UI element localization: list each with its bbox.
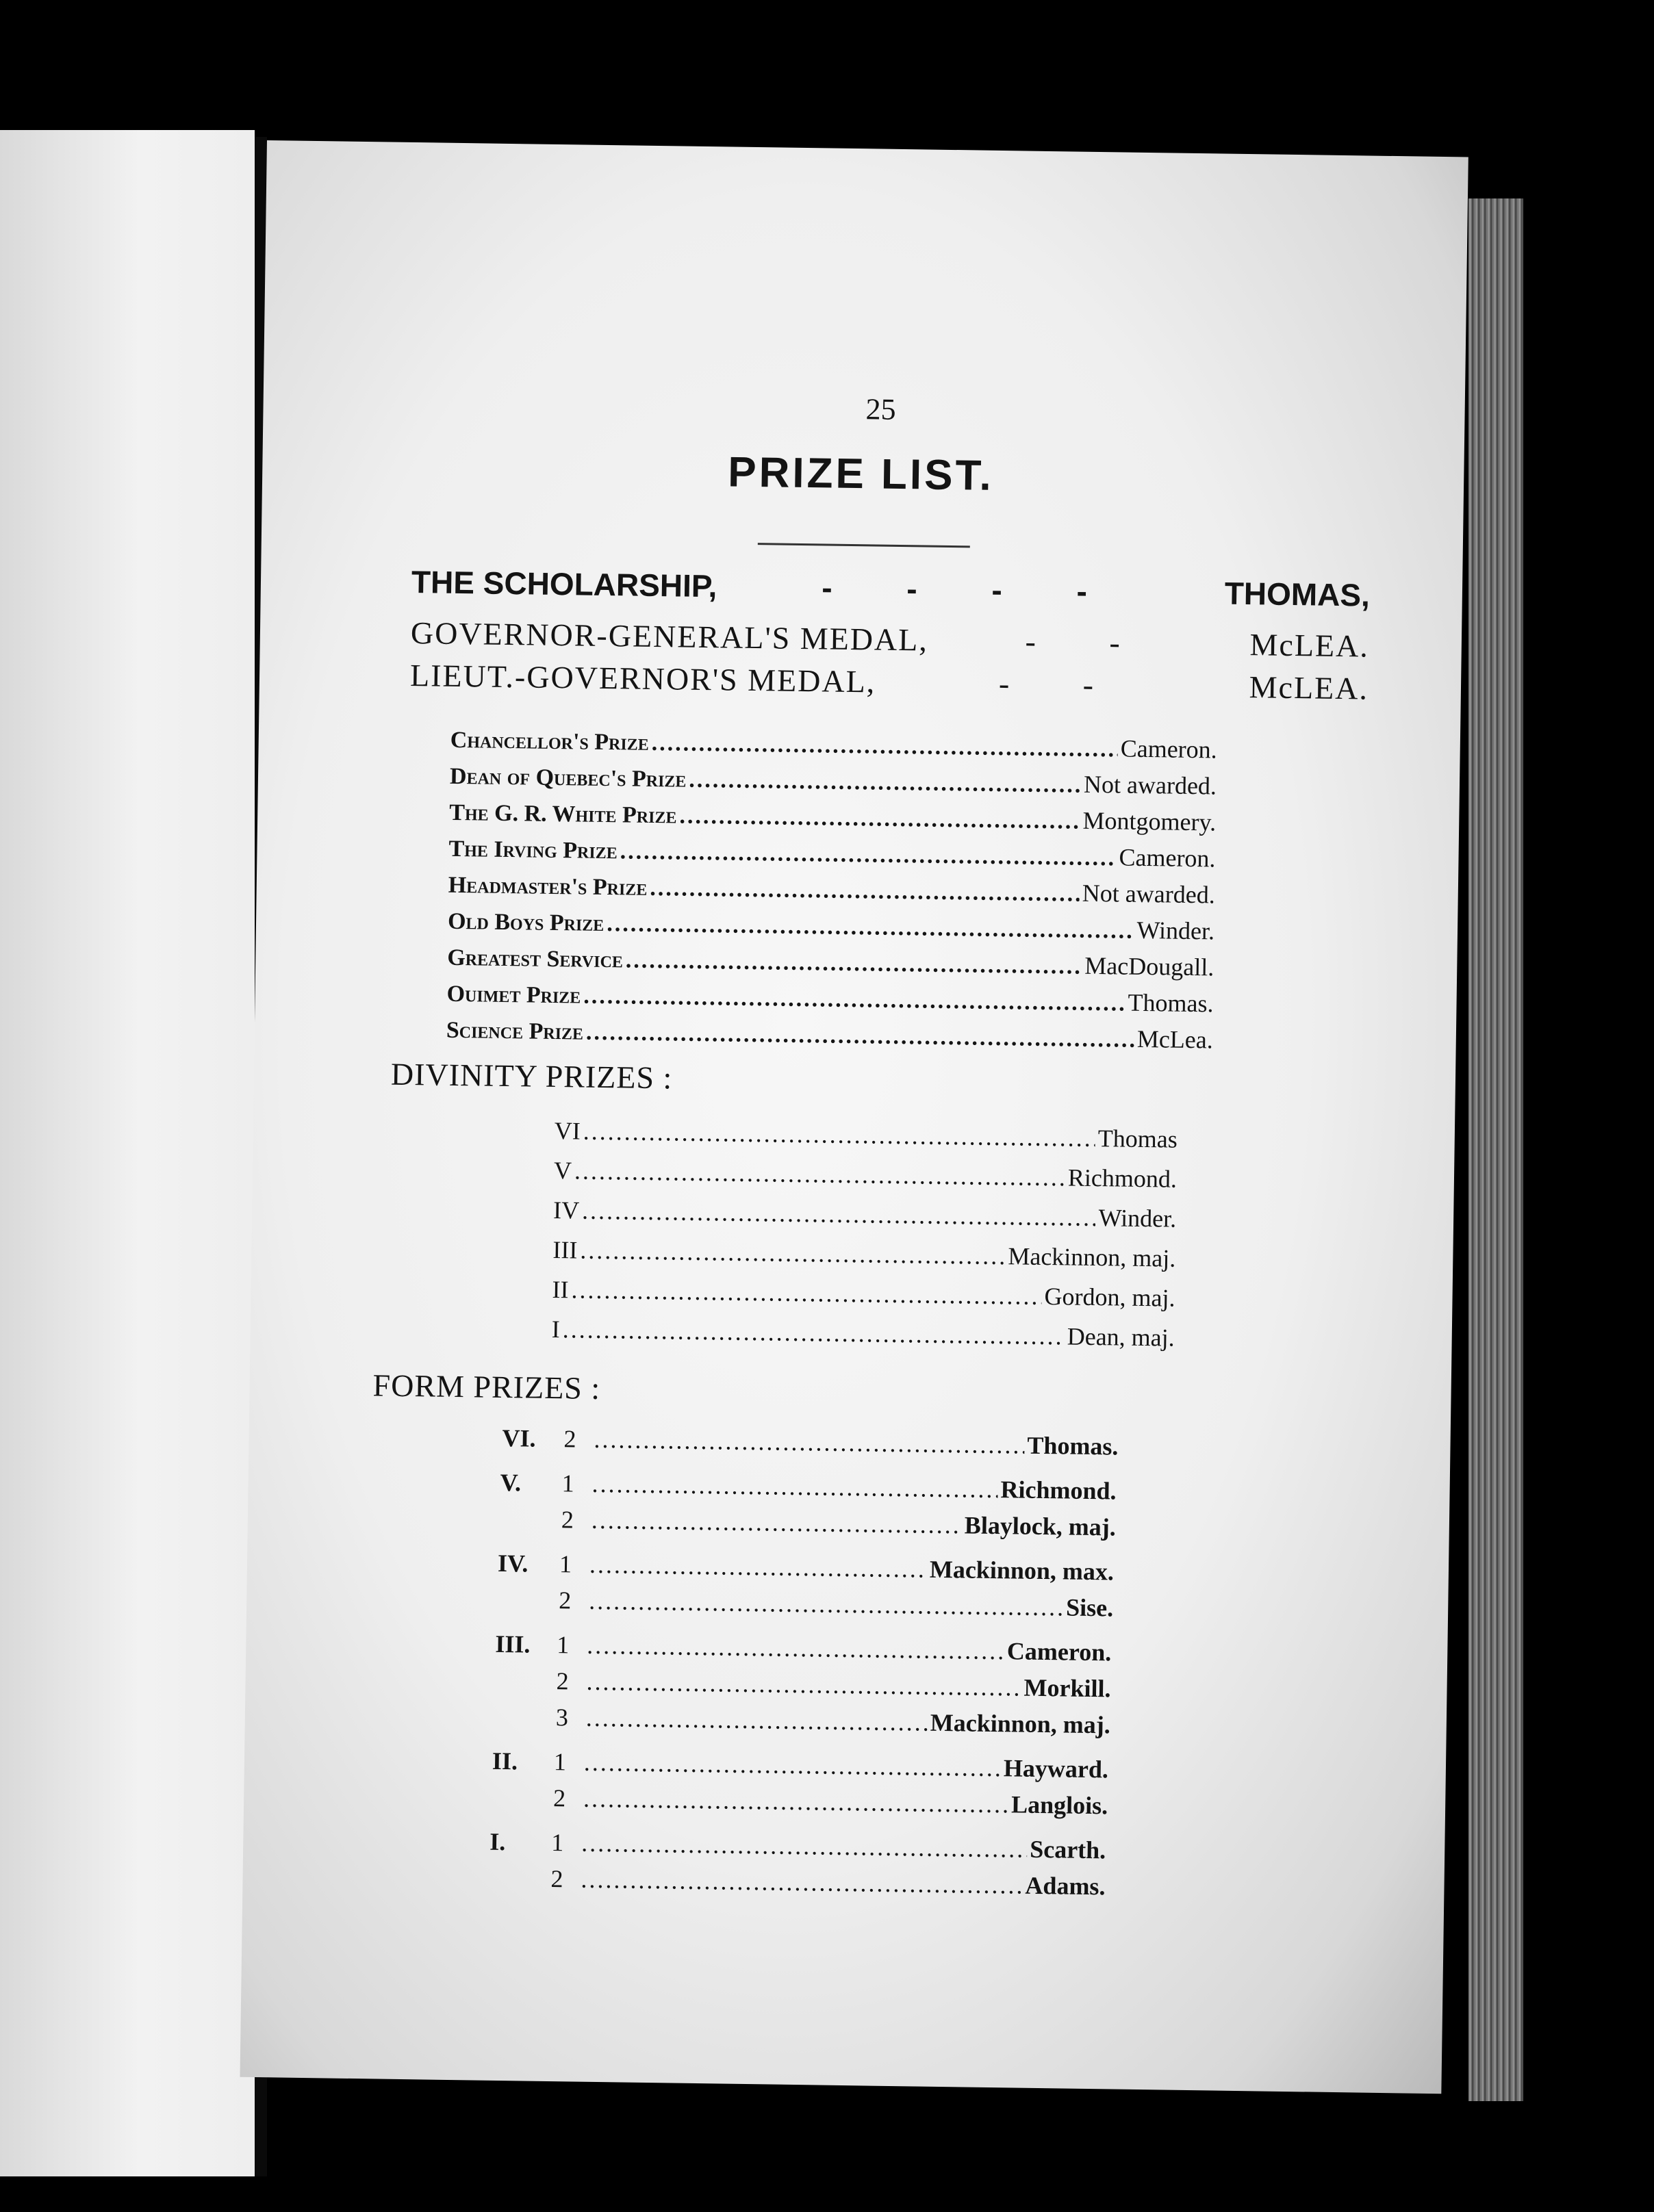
form-prize-row	[500, 1468, 1116, 1506]
form-rank: 1	[551, 1829, 564, 1857]
dot-leader	[626, 947, 1082, 979]
prize-row	[450, 725, 1217, 764]
dot-leader	[587, 1631, 1004, 1666]
dot-leader	[589, 1550, 927, 1584]
dot-leader	[581, 1865, 1022, 1900]
form-label: V.	[500, 1468, 522, 1497]
divinity-row	[553, 1196, 1176, 1233]
divinity-form: IV	[552, 1196, 580, 1224]
form-label: I.	[489, 1827, 506, 1856]
divinity-form: VI	[554, 1117, 581, 1145]
dot-leader	[679, 803, 1080, 835]
medal-dashes: - -	[998, 666, 1127, 703]
form-prize-row	[502, 1424, 1118, 1461]
divinity-form: II	[552, 1275, 569, 1304]
divinity-row	[552, 1235, 1175, 1273]
document-page	[240, 140, 1468, 2094]
form-winner: Cameron.	[1006, 1637, 1112, 1667]
dot-leader	[650, 875, 1080, 908]
prize-winner: Thomas.	[1128, 988, 1214, 1018]
form-prize-row	[494, 1666, 1110, 1703]
form-prize-row	[489, 1864, 1105, 1901]
dot-leader	[591, 1506, 963, 1540]
divinity-winner: Thomas	[1097, 1124, 1178, 1153]
form-label: IV.	[497, 1549, 529, 1578]
divinity-winner: Dean, maj.	[1067, 1322, 1175, 1352]
dot-leader	[607, 911, 1134, 944]
prize-row	[446, 1015, 1213, 1055]
form-winner: Hayward.	[1003, 1754, 1109, 1784]
medal-dashes: - -	[1025, 623, 1154, 661]
dot-leader	[689, 767, 1081, 799]
form-winner: Adams.	[1025, 1871, 1106, 1901]
medal-label: GOVERNOR-GENERAL'S MEDAL,	[410, 615, 929, 658]
form-rank: 2	[550, 1865, 563, 1893]
scholarship-label: THE SCHOLARSHIP,	[411, 564, 717, 604]
form-prize-row	[492, 1783, 1108, 1821]
dot-leader	[571, 1275, 1042, 1311]
dot-leader	[583, 983, 1125, 1017]
form-label	[489, 1886, 550, 1887]
prize-winner: McLea.	[1136, 1025, 1214, 1054]
dot-leader	[583, 1117, 1096, 1153]
divinity-form: I	[551, 1315, 561, 1343]
prize-row	[449, 797, 1216, 837]
form-prize-row	[497, 1585, 1113, 1623]
dot-leader	[586, 1667, 1021, 1702]
divinity-row	[554, 1156, 1177, 1194]
form-label: VI.	[502, 1424, 536, 1452]
prize-row	[450, 761, 1217, 801]
divinity-row	[551, 1315, 1174, 1352]
form-winner: Sise.	[1065, 1593, 1114, 1622]
dot-leader	[586, 1703, 928, 1737]
form-prize-row	[500, 1504, 1116, 1542]
form-winner: Scarth.	[1029, 1835, 1106, 1864]
dot-leader	[582, 1196, 1096, 1232]
dot-leader	[591, 1469, 997, 1504]
form-label	[500, 1527, 561, 1528]
form-rank: 1	[553, 1748, 567, 1776]
page-title: PRIZE LIST.	[727, 448, 995, 500]
medal-label: LIEUT.-GOVERNOR'S MEDAL,	[409, 657, 876, 699]
dot-leader	[580, 1236, 1006, 1271]
dot-leader	[620, 838, 1116, 871]
facing-page	[0, 130, 255, 2176]
scholarship-row	[411, 563, 1371, 618]
prize-name: The Irving Prize	[448, 836, 618, 864]
prize-name: Dean of Quebec's Prize	[449, 763, 687, 793]
form-winner: Mackinnon, max.	[929, 1555, 1115, 1586]
divinity-form: V	[553, 1156, 572, 1185]
dot-leader	[651, 730, 1117, 763]
divinity-winner: Mackinnon, maj.	[1008, 1242, 1176, 1272]
form-winner: Mackinnon, maj.	[930, 1708, 1111, 1739]
form-prize-row	[498, 1549, 1114, 1586]
form-label	[494, 1688, 556, 1689]
prize-name: Chancellor's Prize	[450, 727, 650, 756]
prize-name: Headmaster's Prize	[448, 872, 648, 901]
medal-winner: McLEA.	[1249, 669, 1369, 706]
prize-row	[448, 870, 1215, 910]
form-rank: 1	[557, 1631, 570, 1659]
prize-row	[446, 979, 1213, 1018]
divinity-form: III	[552, 1235, 578, 1264]
divinity-winner: Gordon, maj.	[1044, 1283, 1175, 1312]
prize-name: Science Prize	[446, 1017, 584, 1045]
prize-winner: MacDougall.	[1084, 951, 1214, 981]
dot-leader	[584, 1748, 1002, 1782]
scholarship-dashes: - - - -	[821, 569, 1121, 610]
divinity-winner: Winder.	[1098, 1204, 1177, 1233]
form-rank: 3	[555, 1703, 569, 1732]
prize-name: Greatest Service	[447, 944, 624, 973]
divinity-row	[552, 1275, 1175, 1313]
form-winner: Blaylock, maj.	[964, 1511, 1117, 1541]
form-rank: 1	[561, 1469, 574, 1497]
prize-winner: Montgomery.	[1082, 806, 1217, 836]
form-winner: Langlois.	[1010, 1790, 1108, 1820]
form-rank: 2	[556, 1667, 569, 1695]
form-rank: 2	[561, 1506, 574, 1534]
form-winner: Richmond.	[1000, 1476, 1117, 1505]
form-label	[492, 1805, 553, 1806]
scholarship-winner: THOMAS,	[1224, 575, 1371, 613]
divinity-heading: DIVINITY PRIZES :	[390, 1056, 673, 1096]
form-prize-row	[489, 1827, 1106, 1865]
form-rank: 2	[558, 1586, 572, 1615]
divinity-winner: Richmond.	[1067, 1163, 1178, 1193]
title-divider	[758, 543, 970, 548]
dot-leader	[586, 1020, 1134, 1053]
divinity-row	[555, 1116, 1178, 1154]
page-edges	[1468, 198, 1523, 2101]
prize-winner: Cameron.	[1119, 843, 1216, 873]
form-winner: Thomas.	[1027, 1431, 1119, 1461]
prize-row	[448, 834, 1215, 873]
page-number: 25	[865, 392, 896, 426]
prize-winner: Not awarded.	[1082, 879, 1216, 909]
prize-row	[448, 906, 1214, 946]
dot-leader	[574, 1156, 1066, 1192]
prize-winner: Cameron.	[1120, 734, 1217, 764]
dot-leader	[562, 1315, 1065, 1350]
prize-name: Old Boys Prize	[447, 908, 605, 936]
dot-leader	[589, 1586, 1064, 1622]
dot-leader	[581, 1829, 1028, 1864]
dot-leader	[594, 1425, 1024, 1460]
form-prize-row	[495, 1630, 1111, 1667]
prize-row	[447, 942, 1214, 982]
form-prize-row	[492, 1747, 1108, 1784]
form-label: II.	[492, 1747, 518, 1775]
prize-name: The G. R. White Prize	[449, 799, 677, 829]
prize-winner: Not awarded.	[1083, 770, 1217, 800]
form-rank: 1	[559, 1550, 572, 1578]
form-prizes-heading: FORM PRIZES :	[372, 1367, 601, 1406]
form-prize-row	[494, 1702, 1110, 1740]
dot-leader	[583, 1784, 1008, 1819]
form-rank: 2	[552, 1784, 566, 1812]
medal-winner: McLEA.	[1249, 627, 1370, 664]
prize-winner: Winder.	[1136, 916, 1215, 945]
form-rank: 2	[563, 1425, 576, 1453]
form-winner: Morkill.	[1023, 1673, 1111, 1703]
form-label: III.	[495, 1630, 531, 1658]
prize-name: Ouimet Prize	[446, 981, 581, 1009]
